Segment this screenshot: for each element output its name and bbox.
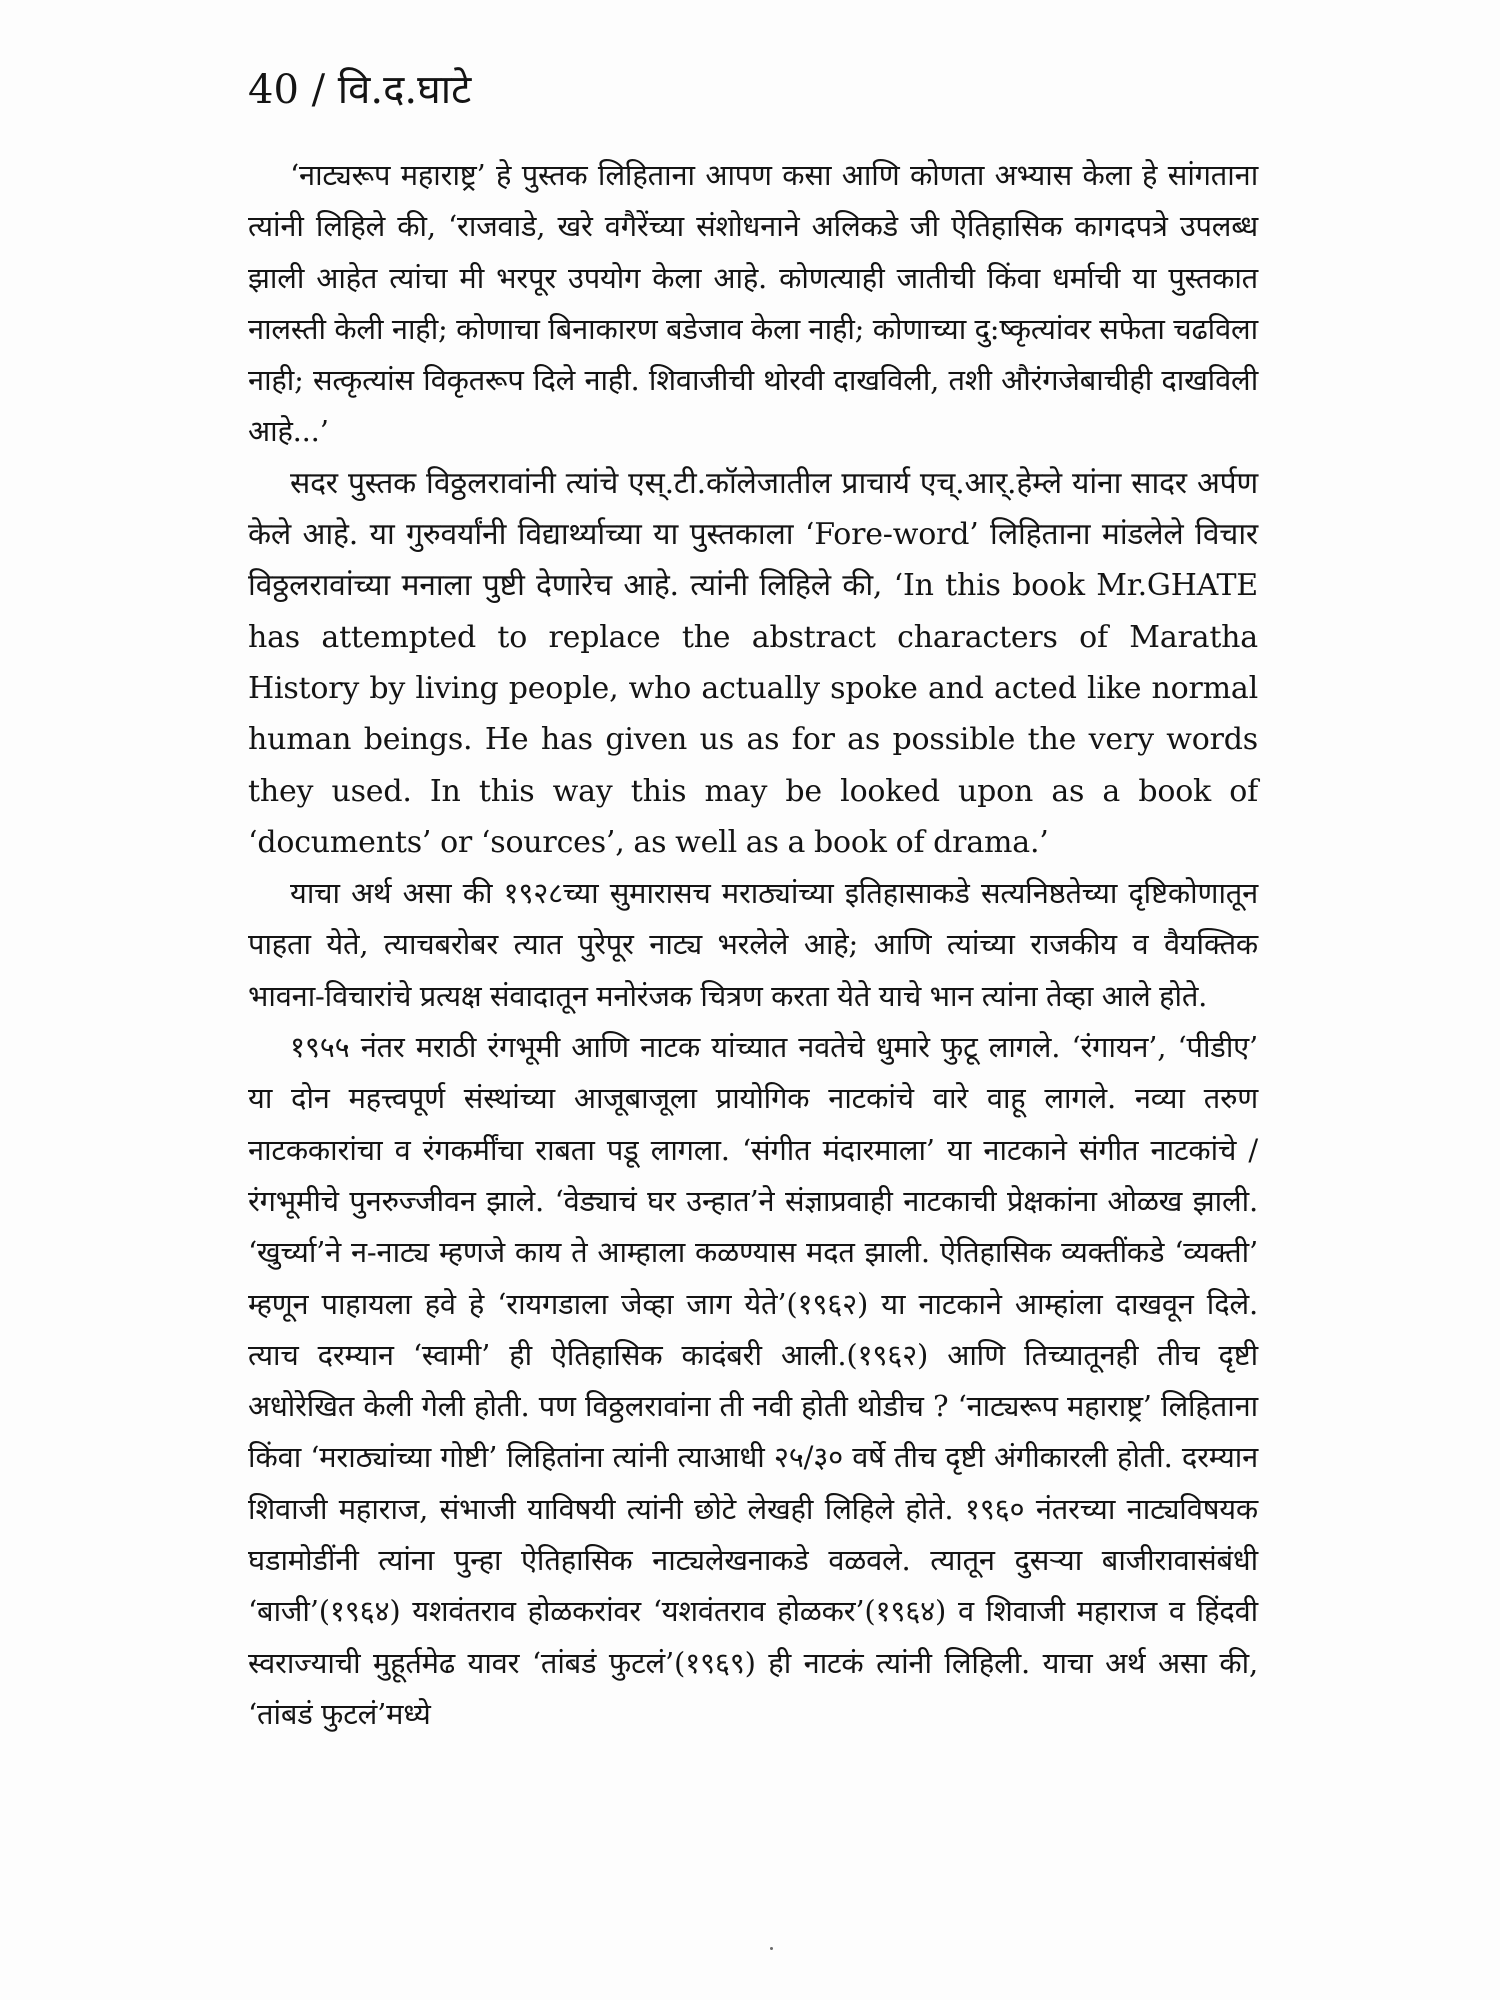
scan-speck	[770, 1947, 773, 1950]
paragraph-2: सदर पुस्तक विठ्ठलरावांनी त्यांचे एस्.टी.कॉलेजातील प्राचार्य एच्.आर्.हेम्ले यांना सादर अर्पण केले आहे. या गुरुवर्यांनी विद्यार्थ्याच्या या पुस्तकाला ‘Fore-word’ लिहिताना मांडलेले विचार विठ्ठलरावांच्या मनाला पुष्टी देणारेच आहे. त्यांनी लिहिले की, ‘In this book Mr.GHATE has attempted to replace the abstract characters of Maratha History by living people, who actually spoke and acted like normal human beings. He has given us as for as possible the very words they used. In this way this may be looked upon as a book of ‘documents’ or ‘sources’, as well as a book of drama.’	[248, 465, 1258, 860]
paragraph-1: ‘नाट्यरूप महाराष्ट्र’ हे पुस्तक लिहिताना आपण कसा आणि कोणता अभ्यास केला हे सांगताना त्यांनी लिहिले की, ‘राजवाडे, खरे वगैरेंच्या संशोधनाने अलिकडे जी ऐतिहासिक कागदपत्रे उपलब्ध झाली आहेत त्यांचा मी भरपूर उपयोग केला आहे. कोणत्याही जातीची किंवा धर्माची या पुस्तकात नालस्ती केली नाही; कोणाचा बिनाकारण बडेजाव केला नाही; कोणाच्या दु:ष्कृत्यांवर सफेता चढविला नाही; सत्कृत्यांस विकृतरूप दिले नाही. शिवाजीची थोरवी दाखविली, तशी औरंगजेबाचीही दाखविली आहे...’	[248, 158, 1258, 449]
paragraph-4: १९५५ नंतर मराठी रंगभूमी आणि नाटक यांच्यात नवतेचे धुमारे फुटू लागले. ‘रंगायन’, ‘पीडीए’ या दोन महत्त्वपूर्ण संस्थांच्या आजूबाजूला प्रायोगिक नाटकांचे वारे वाहू लागले. नव्या तरुण नाटककारांचा व रंगकर्मींचा राबता पडू लागला. ‘संगीत मंदारमाला’ या नाटकाने संगीत नाटकांचे / रंगभूमीचे पुनरुज्जीवन झाले. ‘वेड्याचं घर उन्हात’ने संज्ञाप्रवाही नाटकाची प्रेक्षकांना ओळख झाली. ‘खुर्च्या’ने न-नाट्य म्हणजे काय ते आम्हाला कळण्यास मदत झाली. ऐतिहासिक व्यक्तींकडे ‘व्यक्ती’ म्हणून पाहायला हवे हे ‘रायगडाला जेव्हा जाग येते’(१९६२) या नाटकाने आम्हांला दाखवून दिले. त्याच दरम्यान ‘स्वामी’ ही ऐतिहासिक कादंबरी आली.(१९६२) आणि तिच्यातूनही तीच दृष्टी अधोरेखित केली गेली होती. पण विठ्ठलरावांना ती नवी होती थोडीच ? ‘नाट्यरूप महाराष्ट्र’ लिहिताना किंवा ‘मराठ्यांच्या गोष्टी’ लिहितांना त्यांनी त्याआधी २५/३० वर्षे तीच दृष्टी अंगीकारली होती. दरम्यान शिवाजी महाराज, संभाजी याविषयी त्यांनी छोटे लेखही लिहिले होते. १९६० नंतरच्या नाट्यविषयक घडामोडींनी त्यांना पुन्हा ऐतिहासिक नाट्यलेखनाकडे वळवले. त्यातून दुसऱ्या बाजीरावासंबंधी ‘बाजी’(१९६४) यशवंतराव होळकरांवर ‘यशवंतराव होळकर’(१९६४) व शिवाजी महाराज व हिंदवी स्वराज्याची मुहूर्तमेढ यावर ‘तांबडं फुटलं’(१९६९) ही नाटकं त्यांनी लिहिली. याचा अर्थ असा की, ‘तांबडं फुटलं’मध्ये	[248, 1030, 1258, 1731]
running-head: 40 / वि.द.घाटे	[248, 67, 472, 113]
paragraph-3: याचा अर्थ असा की १९२८च्या सुमारासच मराठ्यांच्या इतिहासाकडे सत्यनिष्ठतेच्या दृष्टिकोणातून पाहता येते, त्याचबरोबर त्यात पुरेपूर नाट्य भरलेले आहे; आणि त्यांच्या राजकीय व वैयक्तिक भावना-विचारांचे प्रत्यक्ष संवादातून मनोरंजक चित्रण करता येते याचे भान त्यांना तेव्हा आले होते.	[248, 876, 1258, 1013]
page-body	[248, 150, 1258, 1740]
